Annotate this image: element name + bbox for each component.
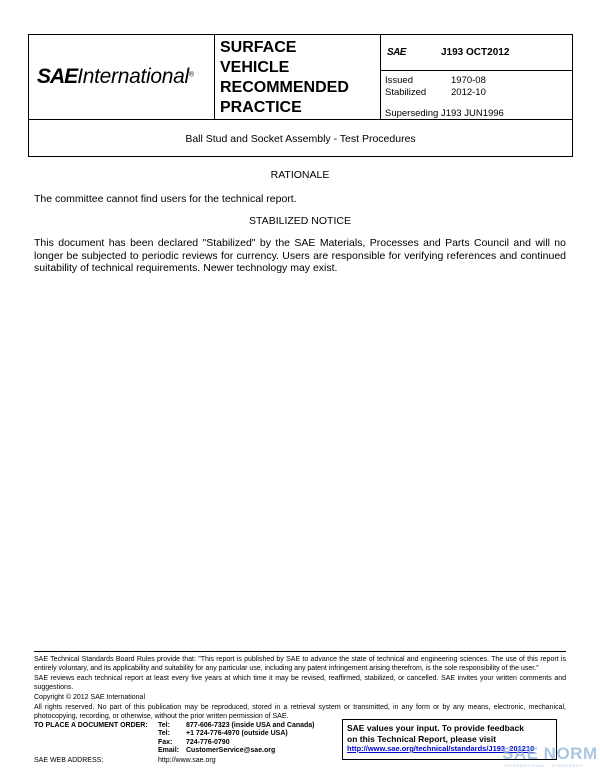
watermark-text: SAE NORM <box>502 744 598 763</box>
copyright: Copyright © 2012 SAE International <box>34 694 146 701</box>
review-text: SAE reviews each technical report at least every five years at which time it may be revised, reaffirmed, stabilized, or cancelled. SAE invites your written comments and suggestions. <box>34 675 566 691</box>
rules-text: SAE Technical Standards Board Rules provide that: "This report is published by SAE to advance the state of technical and engineering sciences. The use of this report is entirely voluntary, and its applicability and suitability for any particular use, including any patent infringement arising therefrom, is the sole responsibility of the user." <box>34 656 566 672</box>
title-line: SURFACE <box>220 39 297 56</box>
contact-label: Fax: <box>158 738 173 746</box>
web-address-link[interactable]: http://www.sae.org <box>158 757 216 764</box>
contact-row <box>158 747 315 755</box>
title-line: VEHICLE <box>220 59 290 76</box>
contact-label: Email: <box>158 746 180 754</box>
contact-value: +1 724-776-4970 (outside USA) <box>186 730 288 738</box>
stabilized-notice-heading: STABILIZED NOTICE <box>249 215 351 227</box>
web-address-label: SAE WEB ADDRESS: <box>34 757 104 764</box>
doc-number-row <box>381 35 572 71</box>
stabilized-label: Stabilized <box>385 87 427 98</box>
feedback-line: on this Technical Report, please visit <box>347 733 497 744</box>
doc-number: J193 OCT2012 <box>441 47 510 58</box>
sae-mini-logo: SAE <box>387 47 406 58</box>
rationale-text: The committee cannot find users for the technical report. <box>34 193 297 205</box>
superseding: Superseding J193 JUN1996 <box>385 108 504 119</box>
logo-cell <box>29 35 215 119</box>
footer-divider <box>34 651 566 652</box>
document-info <box>381 35 572 119</box>
contact-row <box>158 730 315 738</box>
document-header <box>28 34 573 120</box>
issued-row <box>385 75 486 86</box>
rights-text: All rights reserved. No part of this publication may be reproduced, stored in a retrieval system or transmitted, in any form or by any means, electronic, mechanical, photocopying, recording, or otherwise, without the prior written permission of SAE. <box>34 704 566 720</box>
logo-registered-mark: ® <box>188 71 195 79</box>
contact-row <box>158 739 315 747</box>
contact-value: 724-776-0790 <box>186 738 230 746</box>
document-subtitle: Ball Stud and Socket Assembly - Test Procedures <box>28 120 573 157</box>
stabilized-notice-text: This document has been declared "Stabilized" by the SAE Materials, Processes and Parts Council and will no longer be subjected to periodic reviews for currency. Users are responsible for verifying references and continued suitability of technical requirements. Newer technology may exist. <box>34 237 566 274</box>
logo-brand: SAE <box>37 65 78 88</box>
issued-label: Issued <box>385 75 413 86</box>
document-type-title <box>215 35 381 119</box>
title-line: PRACTICE <box>220 99 302 116</box>
issued-value: 1970-08 <box>451 75 486 86</box>
contact-label: Tel: <box>158 722 170 729</box>
sae-international-logo <box>37 65 194 89</box>
feedback-line: SAE values your input. To provide feedback <box>347 723 524 733</box>
feedback-link[interactable]: http://www.sae.org/technical/standards/J193_201210 <box>347 744 535 753</box>
contact-value: 877-606-7323 (inside USA and Canada) <box>186 722 315 729</box>
contact-row <box>158 722 315 730</box>
stabilized-value: 2012-10 <box>451 87 486 98</box>
order-contacts <box>158 722 315 755</box>
stabilized-row <box>385 87 486 98</box>
title-line: RECOMMENDED <box>220 79 349 96</box>
rationale-heading: RATIONALE <box>270 169 330 181</box>
order-label: TO PLACE A DOCUMENT ORDER: <box>34 722 148 729</box>
contact-label: Tel: <box>158 730 170 738</box>
contact-value[interactable]: CustomerService@sae.org <box>186 746 276 754</box>
watermark-subtext: INTERNATIONAL · STANDARDS <box>504 763 584 768</box>
logo-suffix: International <box>77 65 189 88</box>
sae-norm-watermark <box>502 744 598 768</box>
